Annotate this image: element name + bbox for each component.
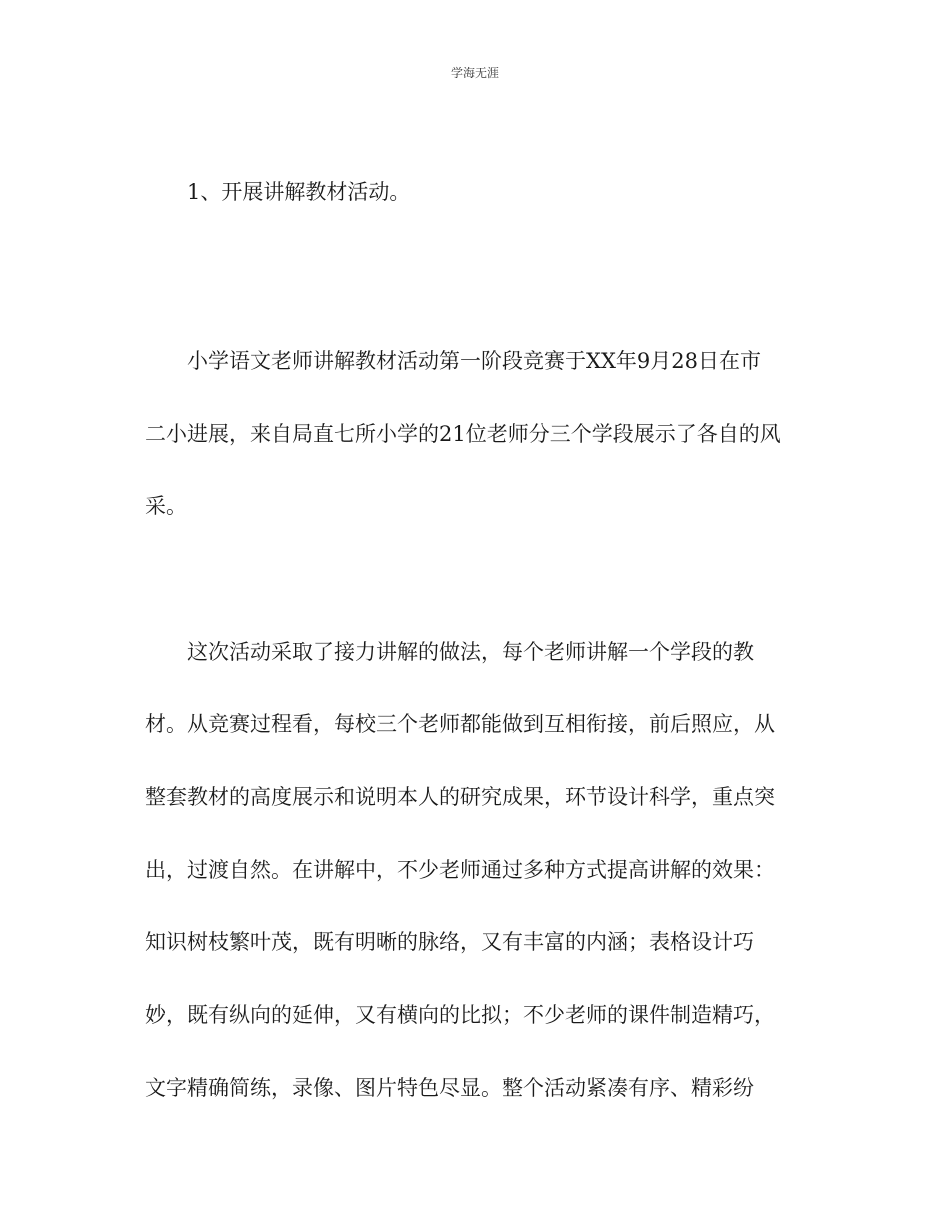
paragraph-line: 文字精确简练，录像、图片特色尽显。整个活动紧凑有序、精彩纷 xyxy=(145,1076,754,1100)
section-heading: 1、开展讲解教材活动。 xyxy=(187,180,411,204)
paragraph-line: 这次活动采取了接力讲解的做法，每个老师讲解一个学段的教 xyxy=(187,640,754,664)
paragraph-line: 妙，既有纵向的延伸，又有横向的比拟；不少老师的课件制造精巧， xyxy=(145,1003,775,1027)
paragraph-line: 小学语文老师讲解教材活动第一阶段竞赛于XX年9月28日在市 xyxy=(187,349,761,373)
paragraph-line: 整套教材的高度展示和说明本人的研究成果，环节设计科学，重点突 xyxy=(145,785,775,809)
paragraph-line: 二小进展，来自局直七所小学的21位老师分三个学段展示了各自的风 xyxy=(145,422,781,446)
paragraph-line: 采。 xyxy=(145,494,187,518)
page-header: 学海无涯 xyxy=(450,66,499,80)
paragraph-line: 知识树枝繁叶茂，既有明晰的脉络，又有丰富的内涵；表格设计巧 xyxy=(145,930,754,954)
paragraph-line: 材。从竞赛过程看，每校三个老师都能做到互相衔接，前后照应，从 xyxy=(145,712,775,736)
paragraph-line: 出，过渡自然。在讲解中，不少老师通过多种方式提高讲解的效果： xyxy=(145,858,775,882)
